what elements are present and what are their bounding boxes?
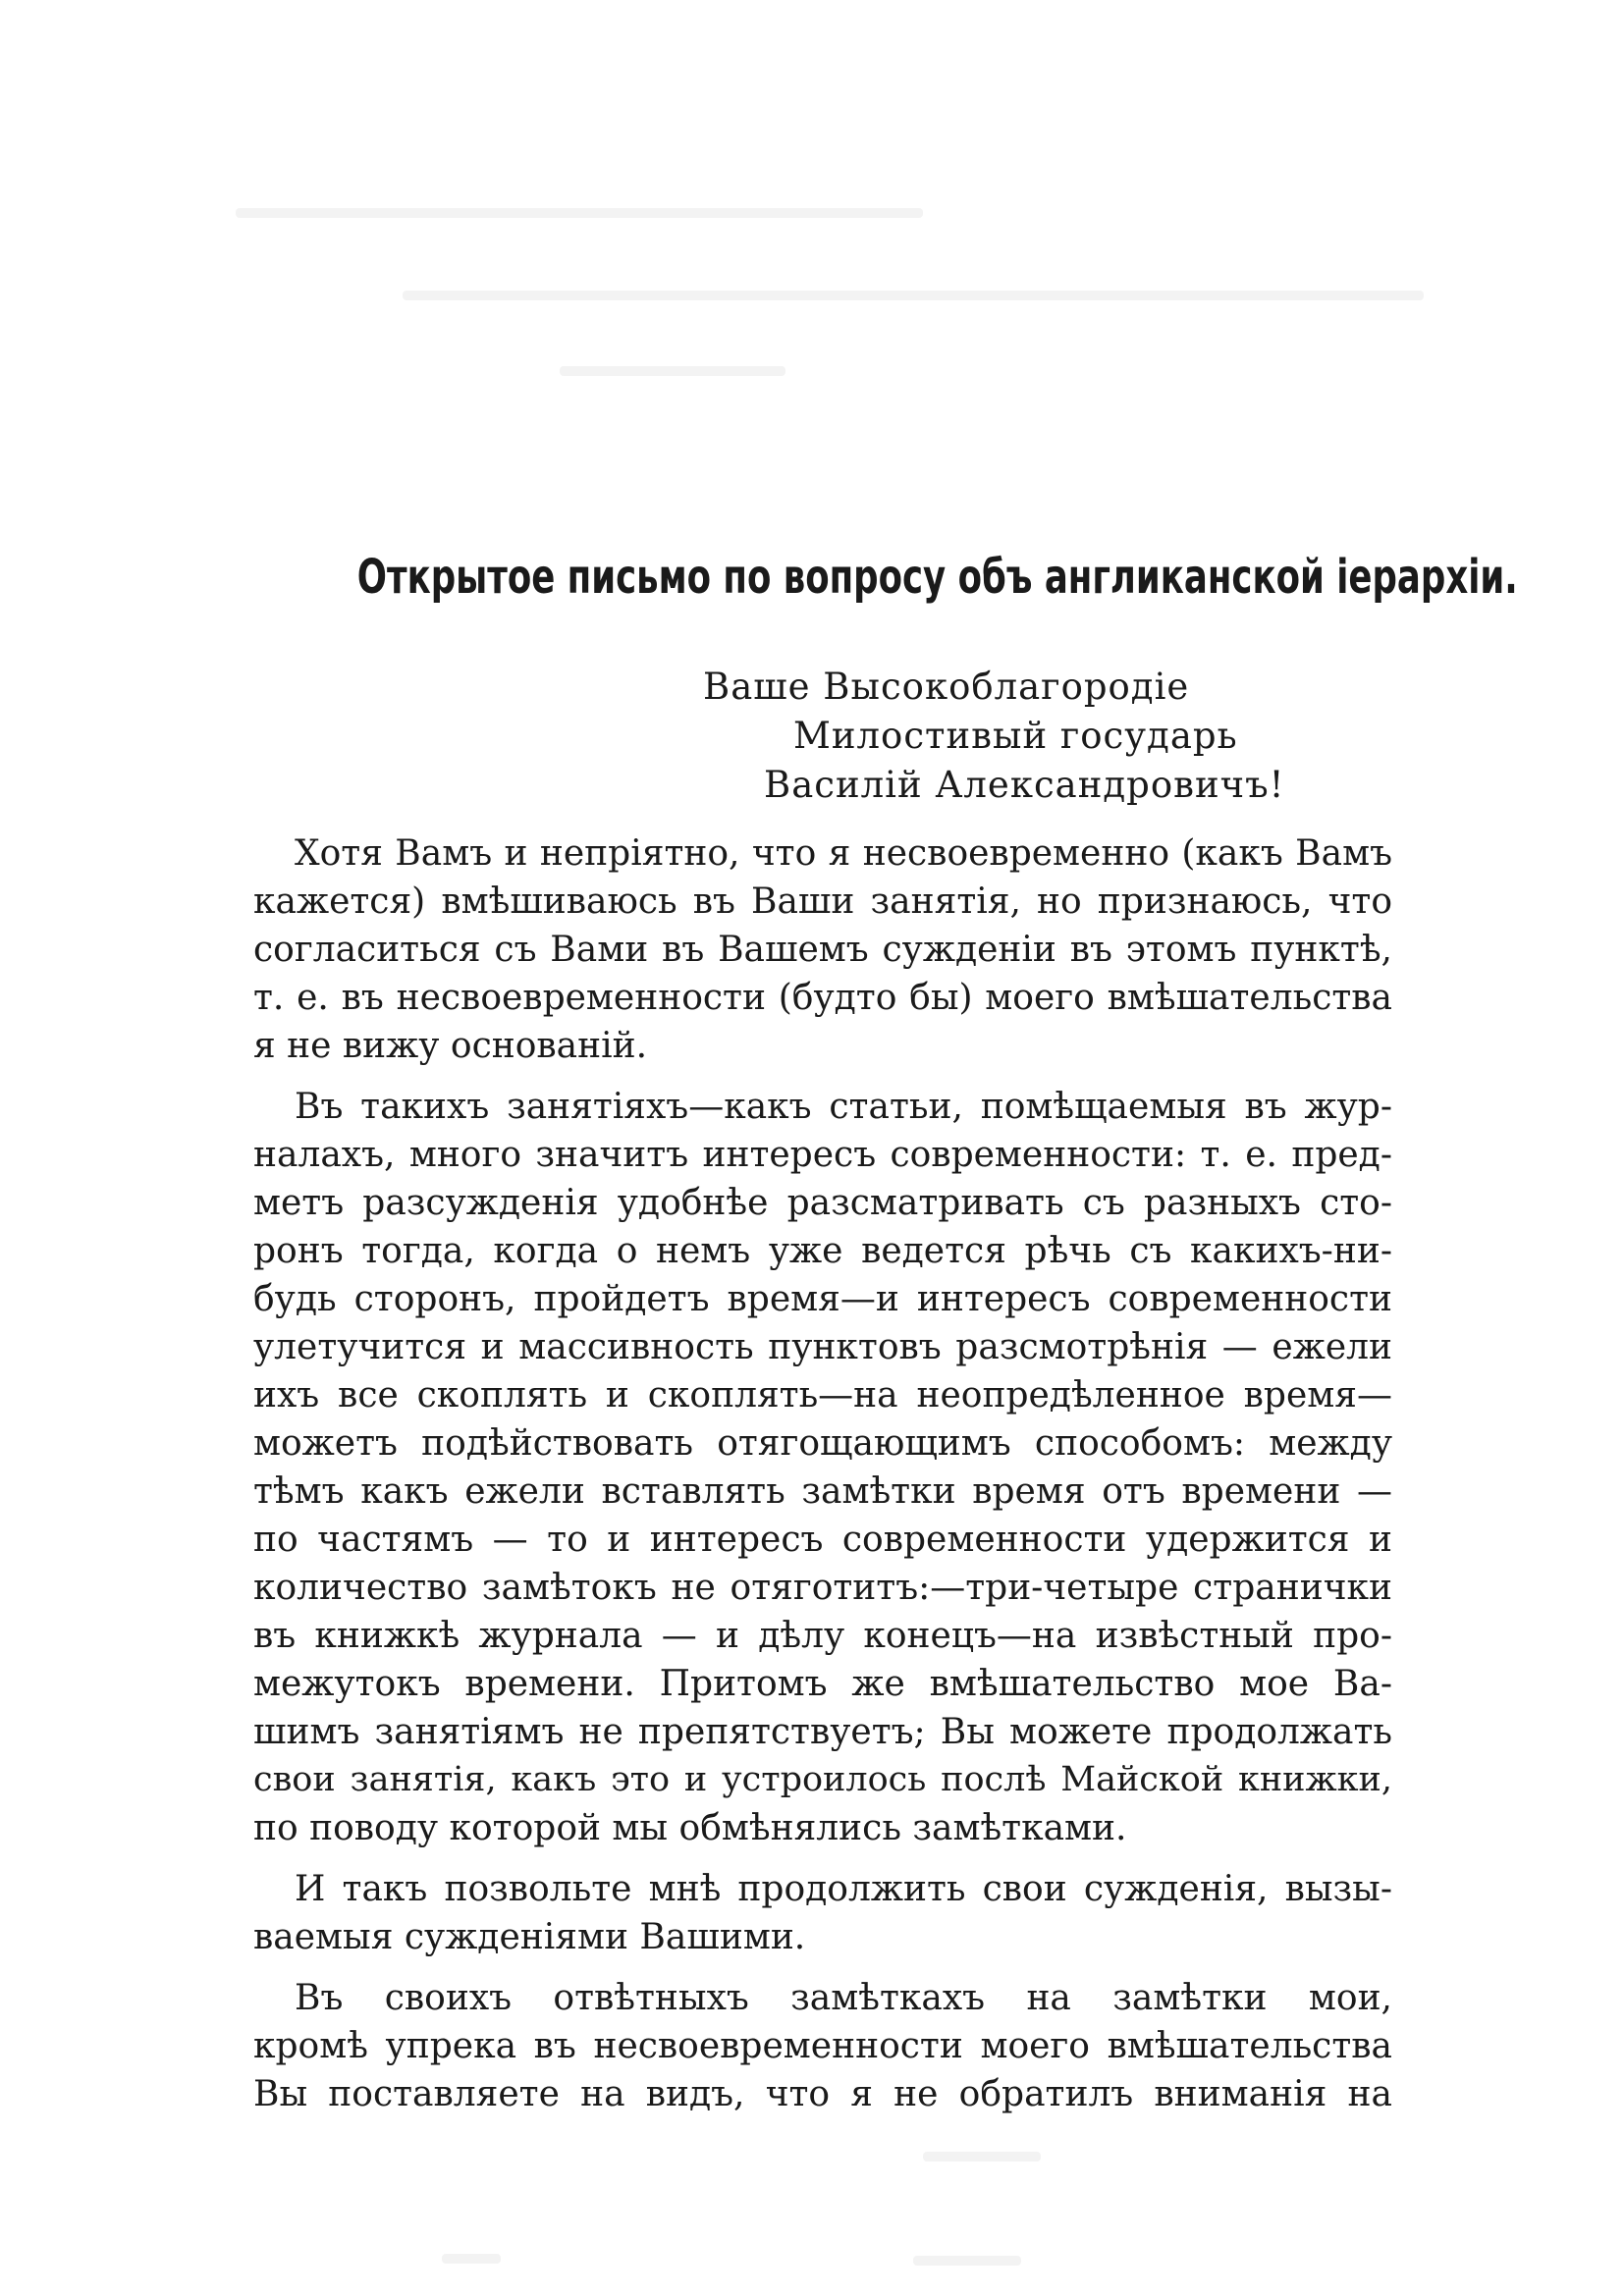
text-line: улетучится и массивность пунктовъ разсмотрѣнiя — ежели xyxy=(253,1327,1392,1367)
paragraph-3 xyxy=(253,1865,1392,1961)
text-line: т. е. въ несвоевременности (будто бы) моего вмѣшательства xyxy=(253,978,1392,1018)
bleed-through-mark xyxy=(913,2256,1021,2266)
text-line: Въ своихъ отвѣтныхъ замѣткахъ на замѣтки мои, xyxy=(295,1978,1392,2018)
text-line: И такъ позвольте мнѣ продолжить свои сужденiя, вызы- xyxy=(295,1869,1392,1909)
text-line: по поводу которой мы обмѣнялись замѣтками. xyxy=(253,1808,1127,1848)
text-line: кромѣ упрека въ несвоевременности моего вмѣшательства xyxy=(253,2026,1392,2066)
letter-body xyxy=(253,829,1392,2118)
salutation-line-1: Ваше Высокоблагородiе xyxy=(703,666,1190,708)
salutation-line-3: Василiй Александровичъ! xyxy=(764,764,1285,806)
bleed-through-mark xyxy=(236,208,923,218)
text-line: я не вижу основанiй. xyxy=(253,1026,648,1066)
text-line: Вы поставляете на видъ, что я не обратилъ вниманiя на xyxy=(253,2074,1392,2114)
text-line: тѣмъ какъ ежели вставлять замѣтки время отъ времени — xyxy=(253,1471,1392,1512)
text-line: количество замѣтокъ не отяготитъ:—три-четыре странички xyxy=(253,1568,1392,1608)
text-line: шимъ занятiямъ не препятствуетъ; Вы можете продолжать xyxy=(253,1712,1392,1752)
text-line: ронъ тогда, когда о немъ уже ведется рѣчь съ какихъ-ни- xyxy=(253,1231,1392,1271)
bleed-through-mark xyxy=(442,2254,501,2264)
text-line: метъ разсужденiя удобнѣе разсматривать съ разныхъ сто- xyxy=(253,1183,1392,1223)
paragraph-1 xyxy=(253,829,1392,1070)
text-line: въ книжкѣ журнала — и дѣлу конецъ—на извѣстный про- xyxy=(253,1616,1392,1656)
text-line: ваемыя сужденiями Вашими. xyxy=(253,1917,806,1957)
bleed-through-mark xyxy=(560,366,785,376)
text-line: межутокъ времени. Притомъ же вмѣшательство мое Ва- xyxy=(253,1664,1392,1704)
text-line: налахъ, много значитъ интересъ современности: т. е. пред- xyxy=(253,1135,1392,1175)
text-line: ихъ все скоплять и скоплять—на неопредѣленное время— xyxy=(253,1375,1392,1415)
paragraph-4 xyxy=(253,1974,1392,2118)
text-line: Въ такихъ занятiяхъ—какъ статьи, помѣщаемыя въ жур- xyxy=(295,1087,1392,1127)
bleed-through-mark xyxy=(923,2152,1041,2162)
paragraph-2 xyxy=(253,1083,1392,1852)
text-line: будь сторонъ, пройдетъ время—и интересъ современности xyxy=(253,1279,1392,1319)
text-line: можетъ подѣйствовать отягощающимъ способомъ: между xyxy=(253,1423,1392,1464)
bleed-through-mark xyxy=(403,291,1424,300)
text-line: свои занятiя, какъ это и устроилось послѣ Майской книжки, xyxy=(253,1760,1392,1799)
text-line: Хотя Вамъ и непрiятно, что я несвоевременно (какъ Вамъ xyxy=(295,833,1392,874)
text-line: кажется) вмѣшиваюсь въ Ваши занятiя, но признаюсь, что xyxy=(253,881,1392,922)
text-line: согласиться съ Вами въ Вашемъ сужденiи въ этомъ пунктѣ, xyxy=(253,930,1392,970)
text-line: по частямъ — то и интересъ современности удержится и xyxy=(253,1520,1392,1560)
page-title: Открытое письмо по вопросу объ англиканской iерархiи. xyxy=(356,550,1518,605)
salutation-line-2: Милостивый государь xyxy=(793,715,1238,757)
